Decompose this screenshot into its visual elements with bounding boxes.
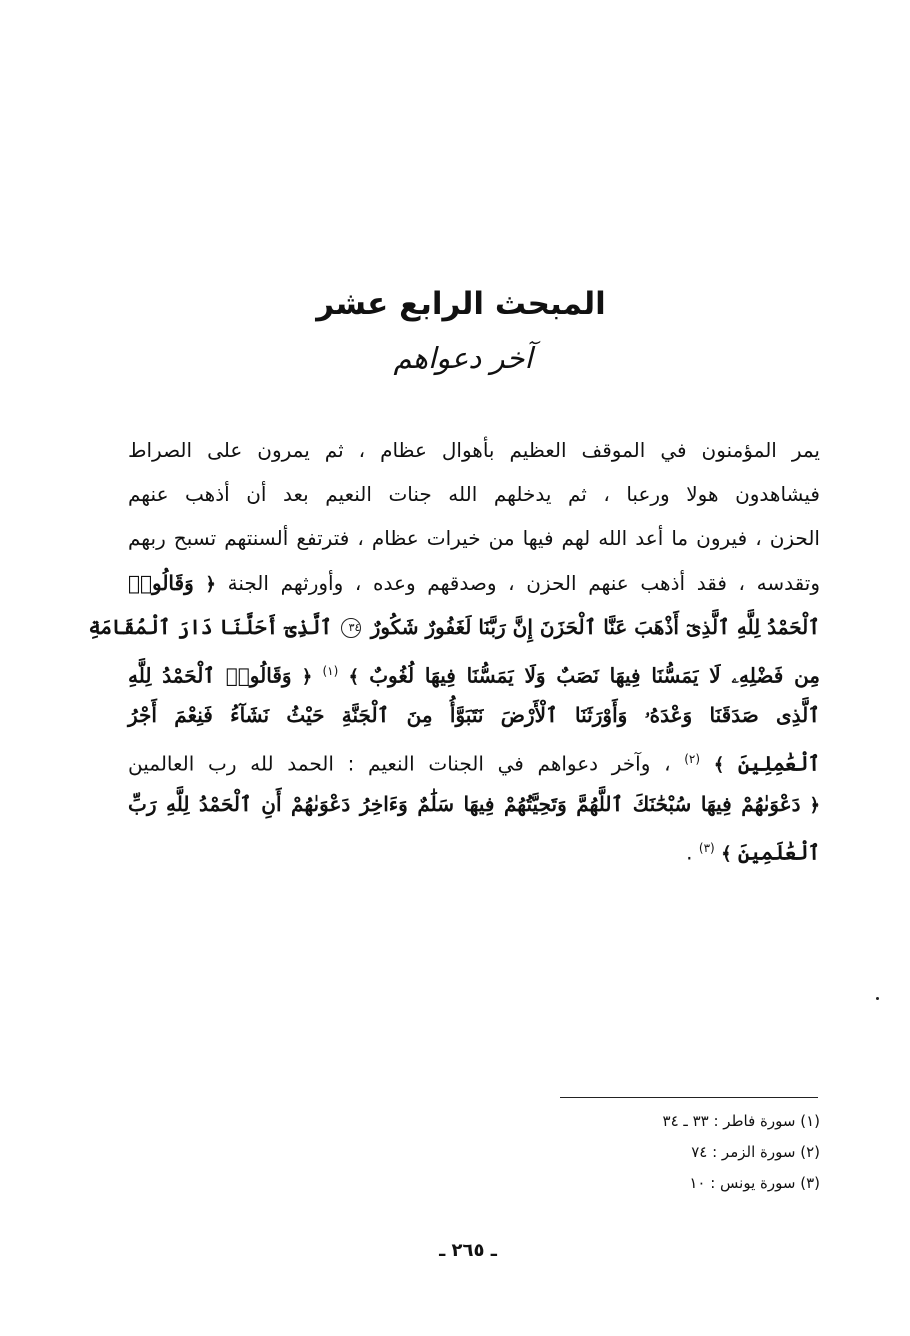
- quran-open-bracket-3: ﴿: [809, 794, 821, 816]
- scan-speck: [876, 997, 879, 1000]
- footnote-3: (٣) سورة يونس : ١٠: [689, 1174, 820, 1192]
- paragraph-line-10: [128, 826, 820, 870]
- body-paragraph: [88, 428, 821, 870]
- paragraph-line-2: فيشاهدون هولا ورعبا ، ثم يدخلهم الله جنات النعيم بعد أن أذهب عنهم: [128, 482, 820, 507]
- paragraph-line-5: [88, 605, 820, 649]
- quran-open-bracket: ﴿: [205, 573, 216, 595]
- section-title-block: [0, 282, 910, 380]
- quran-zumar-middle: ٱلَّذِى صَدَقَنَا وَعْدَهُۥ وَأَوْرَثَنَا ٱلْأَرْضَ نَتَبَوَّأُ مِنَ ٱلْجَنَّةِ حَيْثُ نَشَآءُ فَنِعْمَ أَجْرُ: [128, 703, 820, 728]
- footnote-2: (٢) سورة الزمر : ٧٤: [691, 1143, 820, 1161]
- paragraph-line-1: يمر المؤمنون في الموقف العظيم بأهوال عظام ، ثم يمرون على الصراط: [128, 438, 820, 462]
- line-4-text: وتقدسه ، فقد أذهب عنهم الحزن ، وصدقهم وعده ، وأورثهم الجنة: [227, 570, 821, 595]
- paragraph-line-3: الحزن ، فيرون ما أعد الله لهم فيها من خيرات عظام ، فترتفع ألسنتهم تسبح ربهم: [128, 526, 820, 551]
- quran-close-bracket-3: ﴾: [721, 843, 732, 865]
- paragraph-line-8: [128, 737, 820, 781]
- quran-zumar-end: ٱلْعَٰمِلِينَ: [737, 751, 820, 776]
- footnote-ref-1: (١): [322, 663, 339, 678]
- footnotes: [420, 1106, 820, 1199]
- paragraph-line-6: [128, 649, 820, 693]
- quran-yunus-start: دَعْوَىٰهُمْ فِيهَا سُبْحَٰنَكَ ٱللَّهُمَّ وَتَحِيَّتُهُمْ فِيهَا سَلَٰمٌ وَءَاخِرُ دَعْوَىٰهُمْ أَنِ ٱلْحَمْدُ لِلَّهِ رَبِّ: [128, 791, 801, 816]
- quran-open-bracket-2: ﴿: [301, 666, 313, 688]
- quran-verse-35-end: مِن فَضْلِهِۦ لَا يَمَسُّنَا فِيهَا نَصَبٌ وَلَا يَمَسُّنَا فِيهَا لُغُوبٌ: [369, 663, 821, 688]
- quran-verse-start: وَقَالُوا۟: [128, 570, 194, 595]
- paragraph-line-7: [128, 693, 820, 737]
- page-number: ـ ٢٦٥ ـ: [439, 1240, 497, 1261]
- footnote-separator: [560, 1097, 818, 1098]
- quran-yunus-end: ٱلْعَٰلَمِينَ: [737, 840, 820, 865]
- line-8-text: ، وآخر دعواهم في الجنات النعيم : الحمد لله رب العالمين: [128, 751, 671, 776]
- footnote-ref-3: (٣): [698, 840, 715, 855]
- paragraph-line-4: [128, 561, 820, 605]
- quran-close-bracket: ﴾: [348, 666, 360, 688]
- paragraph-end-period: .: [686, 840, 693, 865]
- verse-number-marker: ٣٤: [341, 618, 361, 638]
- quran-close-bracket-2: ﴾: [713, 754, 725, 776]
- quran-verse-35-start: ٱلَّذِىٓ أَحَلَّنَا دَارَ ٱلْمُقَامَةِ: [88, 614, 333, 639]
- footnote-ref-2: (٢): [684, 752, 701, 767]
- section-subheading: آخر دعواهم: [393, 341, 533, 375]
- footnote-1: (١) سورة فاطر : ٣٣ ـ ٣٤: [662, 1112, 820, 1130]
- paragraph-line-9: [128, 782, 820, 826]
- quran-zumar-start: وَقَالُوا۟ ٱلْحَمْدُ لِلَّهِ: [128, 663, 292, 688]
- section-heading: المبحث الرابع عشر: [316, 286, 606, 322]
- quran-verse-34: ٱلْحَمْدُ لِلَّهِ ٱلَّذِىٓ أَذْهَبَ عَنَّا ٱلْحَزَنَ إِنَّ رَبَّنَا لَغَفُورٌ شَكُورٌ: [370, 614, 820, 639]
